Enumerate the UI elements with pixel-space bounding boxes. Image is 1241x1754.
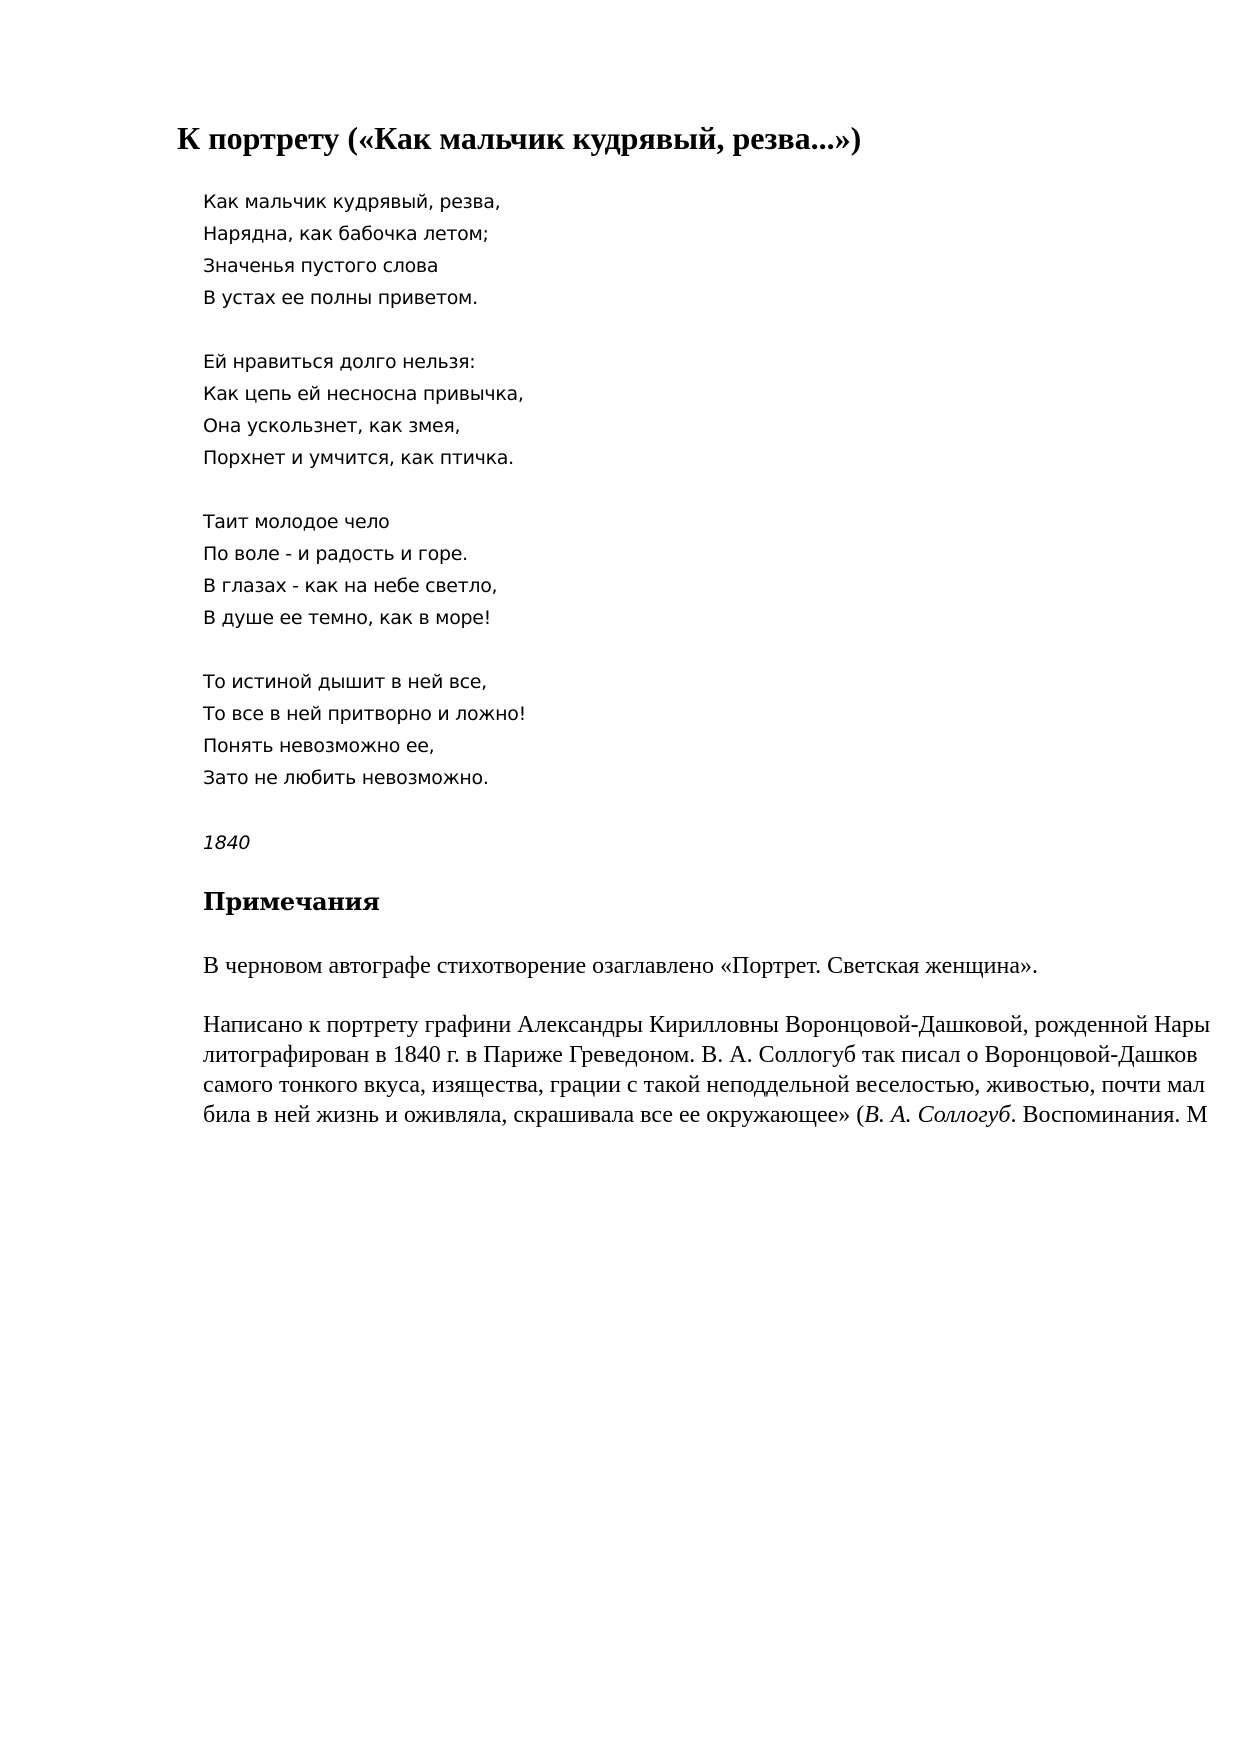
note-paragraph-2 [203, 1010, 1211, 1130]
poem-stanza-1 [203, 186, 526, 314]
note-line: литографирован в 1840 г. в Париже Греведоном. В. А. Соллогуб так писал о Воронцовой-Дашков [203, 1042, 1198, 1068]
poem-line: Зато не любить невозможно. [203, 767, 489, 789]
note-text: била в ней жизнь и оживляла, скрашивала все ее окружающее» ( [203, 1102, 865, 1128]
notes-heading: Примечания [203, 887, 380, 916]
poem-stanza-3 [203, 506, 526, 634]
poem-line: Как мальчик кудрявый, резва, [203, 191, 501, 213]
poem [203, 186, 526, 826]
poem-line: По воле - и радость и горе. [203, 543, 468, 565]
poem-line: Значенья пустого слова [203, 255, 439, 277]
note-line [203, 1100, 1208, 1130]
poem-line: Понять невозможно ее, [203, 735, 435, 757]
poem-stanza-4 [203, 666, 526, 794]
poem-line: Таит молодое чело [203, 511, 390, 533]
poem-line: То все в ней притворно и ложно! [203, 703, 526, 725]
page-title: К портрету («Как мальчик кудрявый, резва...») [177, 120, 862, 156]
poem-line: В душе ее темно, как в море! [203, 607, 492, 629]
poem-line: Ей нравиться долго нельзя: [203, 351, 476, 373]
poem-line: То истиной дышит в ней все, [203, 671, 487, 693]
note-author-citation: В. А. Соллогуб [864, 1102, 1011, 1128]
poem-date: 1840 [203, 832, 251, 854]
note-paragraph-1: В черновом автографе стихотворение озаглавлено «Портрет. Светская женщина». [203, 953, 1038, 979]
note-line: Написано к портрету графини Александры Кирилловны Воронцовой-Дашковой, рожденной Нары [203, 1012, 1211, 1038]
poem-line: Порхнет и умчится, как птичка. [203, 447, 514, 469]
poem-line: Она ускользнет, как змея, [203, 415, 461, 437]
note-line: самого тонкого вкуса, изящества, грации с такой неподдельной веселостью, живостью, почти мал [203, 1072, 1205, 1098]
poem-stanza-2 [203, 346, 526, 474]
poem-line: Как цепь ей несносна привычка, [203, 383, 524, 405]
note-text: . Воспоминания. М [1010, 1102, 1208, 1128]
poem-line: В глазах - как на небе светло, [203, 575, 498, 597]
poem-line: Нарядна, как бабочка летом; [203, 223, 489, 245]
poem-line: В устах ее полны приветом. [203, 287, 478, 309]
